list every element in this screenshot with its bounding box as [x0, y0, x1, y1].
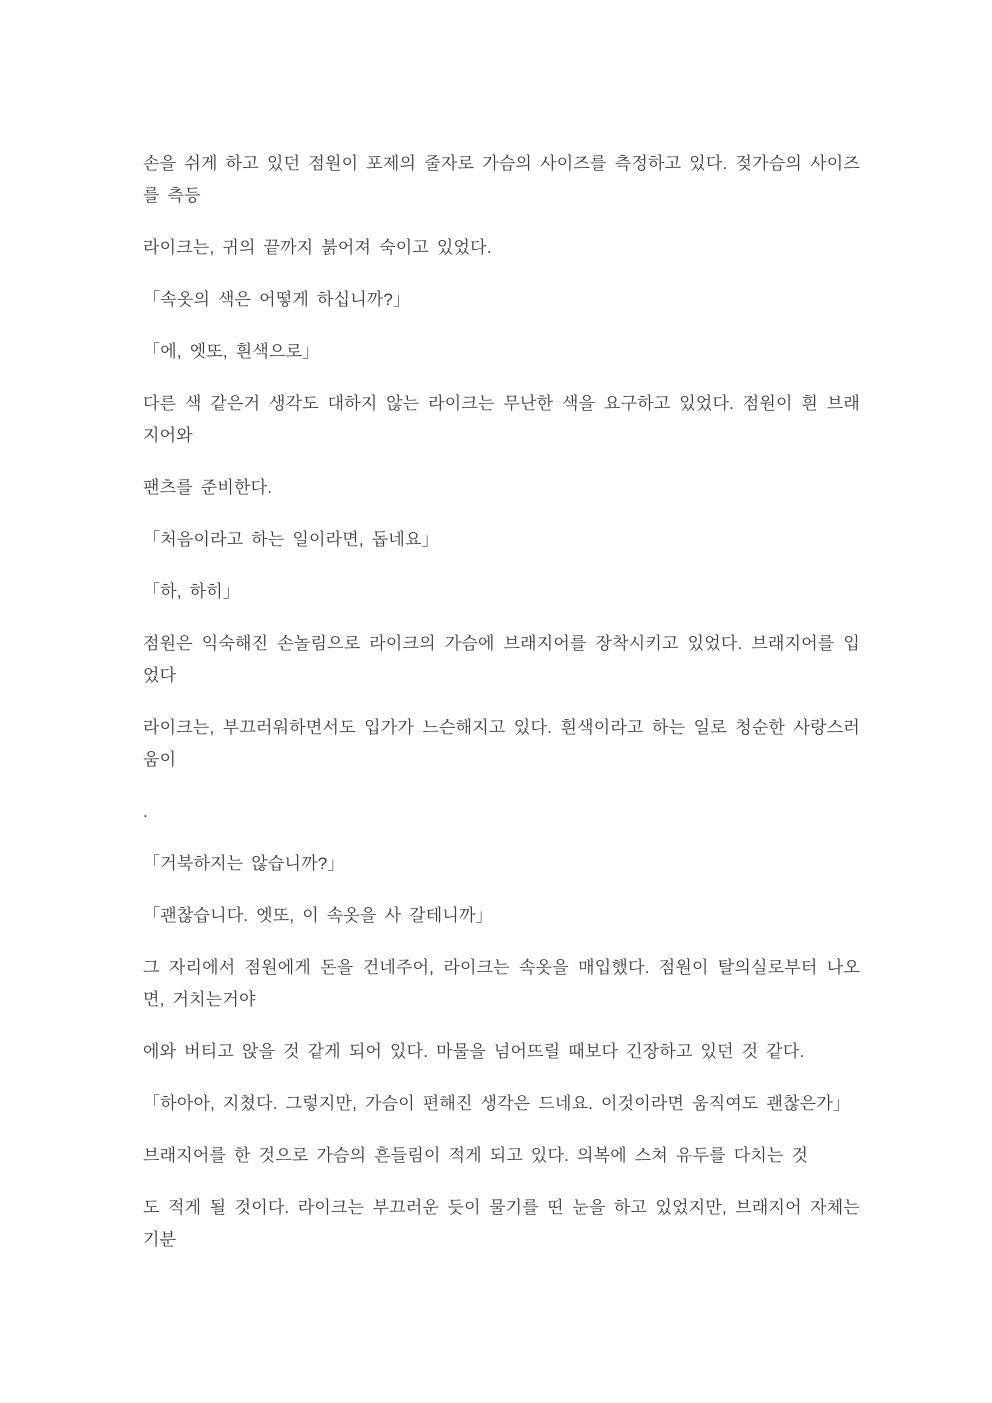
paragraph-dialogue: 「속옷의 색은 어떻게 하십니까?」	[143, 290, 411, 309]
paragraph-period-only: .	[143, 802, 148, 821]
paragraph: 다른 색 같은거 생각도 대하지 않는 라이크는 무난한 색을 요구하고 있었다. 점원이 흰 브래지어와	[143, 394, 860, 445]
paragraph-dialogue: 「처음이라고 하는 일이라면, 돕네요」	[143, 530, 439, 549]
paragraph-dialogue: 「하아아, 지쳤다. 그렇지만, 가슴이 편해진 생각은 드네요. 이것이라면 움직여도 괜찮은가」	[143, 1094, 851, 1113]
paragraph: 라이크는, 귀의 끝까지 붉어져 숙이고 있었다.	[143, 238, 492, 257]
paragraph-dialogue: 「거북하지는 않습니까?」	[143, 854, 345, 873]
paragraph: 점원은 익숙해진 손놀림으로 라이크의 가슴에 브래지어를 장착시키고 있었다. 브래지어를 입었다	[143, 634, 860, 685]
paragraph: 손을 쉬게 하고 있던 점원이 포제의 줄자로 가슴의 사이즈를 측정하고 있다. 젖가슴의 사이즈를 측등	[143, 154, 860, 205]
paragraph: 브래지어를 한 것으로 가슴의 흔들림이 적게 되고 있다. 의복에 스쳐 유두를 다치는 것	[143, 1146, 809, 1165]
paragraph: 그 자리에서 점원에게 돈을 건네주어, 라이크는 속옷을 매입했다. 점원이 탈의실로부터 나오면, 거치는거야	[143, 958, 860, 1009]
paragraph: 에와 버티고 앉을 것 같게 되어 있다. 마물을 넘어뜨릴 때보다 긴장하고 있던 것 같다.	[143, 1042, 805, 1061]
paragraph-dialogue: 「하, 하히」	[143, 582, 241, 601]
paragraph-dialogue: 「괜찮습니다. 엣또, 이 속옷을 사 갈테니까」	[143, 906, 493, 925]
paragraph: 도 적게 될 것이다. 라이크는 부끄러운 듯이 물기를 띤 눈을 하고 있었지만, 브래지어 자체는 기분	[143, 1198, 860, 1249]
paragraph: 라이크는, 부끄러워하면서도 입가가 느슨해지고 있다. 흰색이라고 하는 일로 청순한 사랑스러움이	[143, 718, 860, 769]
paragraph-dialogue: 「에, 엣또, 흰색으로」	[143, 342, 320, 361]
paragraph: 팬츠를 준비한다.	[143, 478, 273, 497]
